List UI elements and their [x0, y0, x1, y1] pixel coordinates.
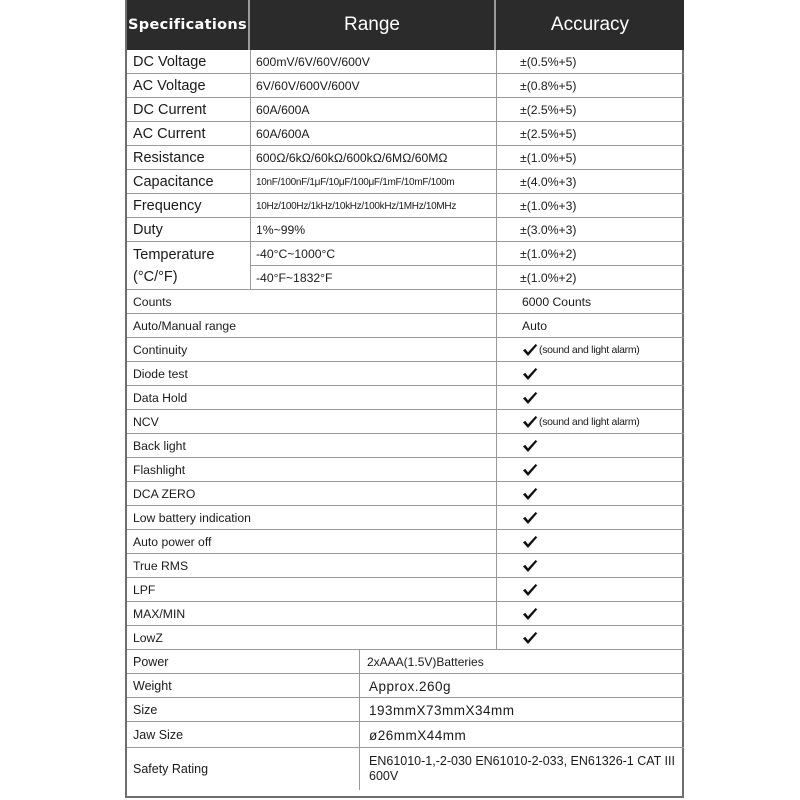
header-range: Range — [250, 0, 496, 50]
temperature-label — [127, 242, 250, 290]
feature-label: DCA ZERO — [133, 487, 196, 501]
range-value: 60A/600A — [256, 103, 310, 117]
feature-check — [496, 410, 684, 434]
range-value: -40°C~1000°C — [256, 247, 336, 261]
check-mark-icon — [522, 343, 538, 357]
physical-label: Safety Rating — [133, 762, 209, 776]
column-divider — [359, 650, 360, 790]
feature-label: Counts — [133, 295, 172, 309]
temperature-label-line1: Temperature — [133, 247, 215, 263]
column-divider — [496, 50, 497, 650]
range-value: 1%~99% — [256, 223, 306, 237]
check-mark-icon — [522, 535, 538, 549]
check-mark-icon — [522, 607, 538, 621]
temperature-label-line2: (°C/°F) — [133, 269, 178, 285]
feature-label: NCV — [133, 415, 159, 429]
spec-label: Duty — [133, 222, 163, 238]
spec-label: DC Voltage — [133, 54, 207, 70]
check-mark-icon — [522, 631, 538, 645]
feature-value: Auto — [522, 319, 548, 333]
check-mark-icon — [522, 559, 538, 573]
check-mark-icon — [522, 367, 538, 381]
range-value: 10Hz/100Hz/1kHz/10kHz/100kHz/1MHz/10MHz — [256, 200, 457, 212]
check-mark-icon — [522, 487, 538, 501]
spec-label: Resistance — [133, 150, 205, 166]
spec-label: DC Current — [133, 102, 207, 118]
header-accuracy: Accuracy — [496, 0, 684, 50]
physical-label: Power — [133, 655, 169, 669]
column-divider — [250, 50, 251, 290]
feature-check — [496, 458, 684, 482]
feature-label: MAX/MIN — [133, 607, 186, 621]
spec-label: AC Voltage — [133, 78, 206, 94]
physical-value: EN61010-1,-2-030 EN61010-2-033, EN61326-1 CAT III 600V — [369, 754, 675, 783]
feature-check — [496, 506, 684, 530]
check-mark-icon — [522, 439, 538, 453]
physical-value: Approx.260g — [369, 678, 452, 694]
feature-check — [496, 602, 684, 626]
accuracy-value: ±(4.0%+3) — [520, 175, 577, 189]
feature-check — [496, 482, 684, 506]
feature-label: Back light — [133, 439, 186, 453]
accuracy-value: ±(1.0%+2) — [520, 271, 577, 285]
feature-label: Continuity — [133, 343, 188, 357]
physical-value: 2xAAA(1.5V)Batteries — [367, 655, 484, 669]
spec-label: Capacitance — [133, 174, 214, 190]
accuracy-value: ±(1.0%+5) — [520, 151, 577, 165]
feature-check — [496, 386, 684, 410]
feature-check — [496, 578, 684, 602]
check-mark-icon — [522, 511, 538, 525]
range-value: 60A/600A — [256, 127, 310, 141]
feature-label: True RMS — [133, 559, 189, 573]
range-value: 600Ω/6kΩ/60kΩ/600kΩ/6MΩ/60MΩ — [256, 151, 448, 165]
feature-check — [496, 434, 684, 458]
feature-label: Low battery indication — [133, 511, 251, 525]
accuracy-value: ±(1.0%+3) — [520, 199, 577, 213]
physical-label: Size — [133, 703, 158, 717]
range-value: 6V/60V/600V/600V — [256, 79, 360, 93]
spec-label: AC Current — [133, 126, 206, 142]
range-value: 10nF/100nF/1μF/10μF/100μF/1mF/10mF/100m — [256, 176, 455, 188]
feature-label: LPF — [133, 583, 156, 597]
range-value: 600mV/6V/60V/600V — [256, 55, 370, 69]
accuracy-value: ±(1.0%+2) — [520, 247, 577, 261]
feature-note: (sound and light alarm) — [539, 344, 640, 356]
physical-value: 193mmX73mmX34mm — [369, 702, 515, 718]
spec-label: Frequency — [133, 198, 202, 214]
feature-label: Flashlight — [133, 463, 186, 477]
check-mark-icon — [522, 463, 538, 477]
feature-value: 6000 Counts — [522, 295, 592, 309]
accuracy-value: ±(2.5%+5) — [520, 103, 577, 117]
feature-label: Auto power off — [133, 535, 212, 549]
physical-value: ø26mmX44mm — [369, 727, 467, 743]
accuracy-value: ±(2.5%+5) — [520, 127, 577, 141]
accuracy-value: ±(3.0%+3) — [520, 223, 577, 237]
feature-check — [496, 626, 684, 650]
feature-check — [496, 530, 684, 554]
range-value: -40°F~1832°F — [256, 271, 333, 285]
feature-label: LowZ — [133, 631, 163, 645]
accuracy-value: ±(0.8%+5) — [520, 79, 577, 93]
header-specifications: Specifications — [127, 0, 250, 50]
check-mark-icon — [522, 415, 538, 429]
feature-label: Diode test — [133, 367, 188, 381]
feature-note: (sound and light alarm) — [539, 416, 640, 428]
check-mark-icon — [522, 583, 538, 597]
feature-check — [496, 338, 684, 362]
physical-label: Weight — [133, 679, 172, 693]
physical-label: Jaw Size — [133, 728, 184, 742]
check-mark-icon — [522, 391, 538, 405]
accuracy-value: ±(0.5%+5) — [520, 55, 577, 69]
spec-sheet — [125, 0, 684, 798]
feature-check — [496, 554, 684, 578]
feature-check — [496, 362, 684, 386]
feature-label: Auto/Manual range — [133, 319, 236, 333]
feature-label: Data Hold — [133, 391, 188, 405]
